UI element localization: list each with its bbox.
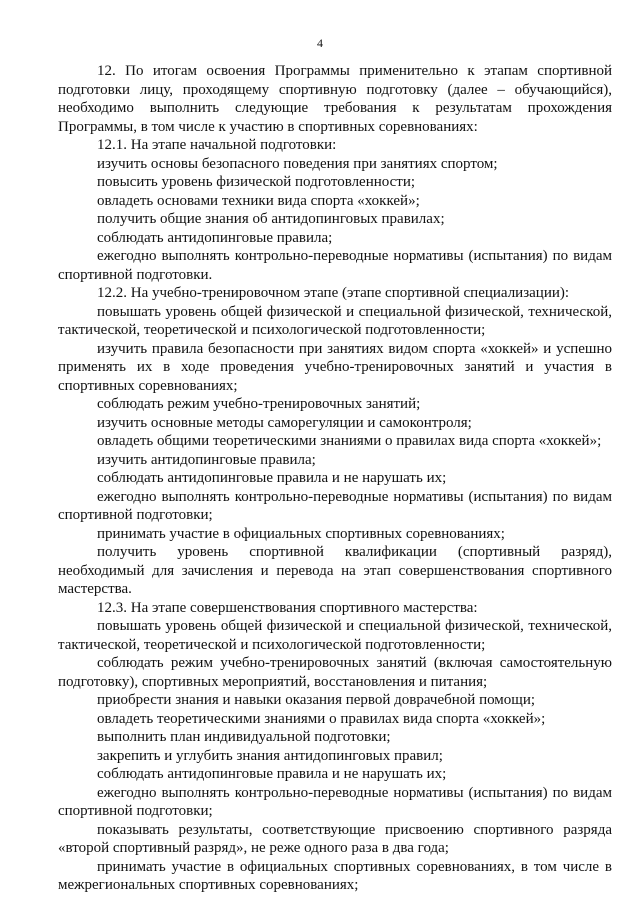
list-item: овладеть общими теоретическими знаниями о правилах вида спорта «хоккей»;: [97, 433, 602, 449]
list-item: соблюдать антидопинговые правила и не нарушать их;: [97, 470, 447, 486]
list-item: ежегодно выполнять контрольно-переводные нормативы (испытания) по видам спортивной подготовки;: [58, 784, 612, 819]
heading-12-1: 12.1. На этапе начальной подготовки:: [97, 137, 337, 153]
heading-12-2: 12.2. На учебно-тренировочном этапе (этапе спортивной специализации):: [97, 285, 570, 301]
list-item: закрепить и углубить знания антидопинговых правил;: [97, 747, 443, 764]
list-item: показывать результаты, соответствующие присвоению спортивного разряда «второй спортивный разряд», не реже одного раза в два года;: [58, 821, 612, 856]
list-item: получить общие знания об антидопинговых правилах;: [97, 211, 445, 227]
list-item: овладеть основами техники вида спорта «хоккей»;: [97, 192, 420, 209]
list-item: приобрести знания и навыки оказания первой доврачебной помощи;: [97, 692, 536, 708]
list-item: соблюдать режим учебно-тренировочных занятий (включая самостоятельную подготовку), спортивных мероприятий, восстановления и питания;: [58, 655, 612, 690]
heading-12-3: 12.3. На этапе совершенствования спортивного мастерства:: [97, 599, 478, 616]
list-item: изучить правила безопасности при занятиях видом спорта «хоккей» и успешно применять их в ходе проведения учебно-тренировочных занятий и участия в спортивных соревнованиях;: [58, 340, 612, 394]
list-item: соблюдать режим учебно-тренировочных занятий;: [97, 396, 421, 412]
list-item: соблюдать антидопинговые правила и не нарушать их;: [97, 766, 447, 782]
list-item: повышать уровень общей физической и специальной физической, технической, тактической, теоретической и психологической подготовленности;: [58, 303, 612, 338]
list-item: изучить антидопинговые правила;: [97, 451, 316, 468]
list-item: получить уровень спортивной квалификации (спортивный разряд), необходимый для зачисления и перевода на этап совершенствования спортивного мастерства.: [58, 544, 612, 597]
page-number: 4: [317, 36, 323, 50]
list-item: повышать уровень общей физической и специальной физической, технической, тактической, теоретической и психологической подготовленности;: [58, 618, 612, 653]
list-item: соблюдать антидопинговые правила;: [97, 229, 333, 246]
list-item: принимать участие в официальных спортивных соревнованиях;: [97, 525, 505, 542]
document-body: [58, 62, 612, 895]
list-item: принимать участие в официальных спортивных соревнованиях, в том числе в межрегиональных спортивных соревнованиях;: [58, 858, 612, 893]
list-item: изучить основные методы саморегуляции и самоконтроля;: [97, 414, 472, 431]
list-item: овладеть теоретическими знаниями о правилах вида спорта «хоккей»;: [97, 710, 546, 727]
list-item: повысить уровень физической подготовленности;: [97, 174, 416, 190]
list-item: выполнить план индивидуальной подготовки;: [97, 729, 391, 745]
list-item: ежегодно выполнять контрольно-переводные нормативы (испытания) по видам спортивной подготовки.: [58, 248, 612, 283]
list-item: изучить основы безопасного поведения при занятиях спортом;: [97, 155, 498, 172]
paragraph-12-intro: 12. По итогам освоения Программы применительно к этапам спортивной подготовки лицу, проходящему спортивную подготовку (далее – обучающийся), необходимо выполнить следующие требования к результатам прохождения Программы, в том числе к участию в спортивных соревнованиях:: [58, 63, 612, 135]
list-item: ежегодно выполнять контрольно-переводные нормативы (испытания) по видам спортивной подготовки;: [58, 488, 612, 523]
